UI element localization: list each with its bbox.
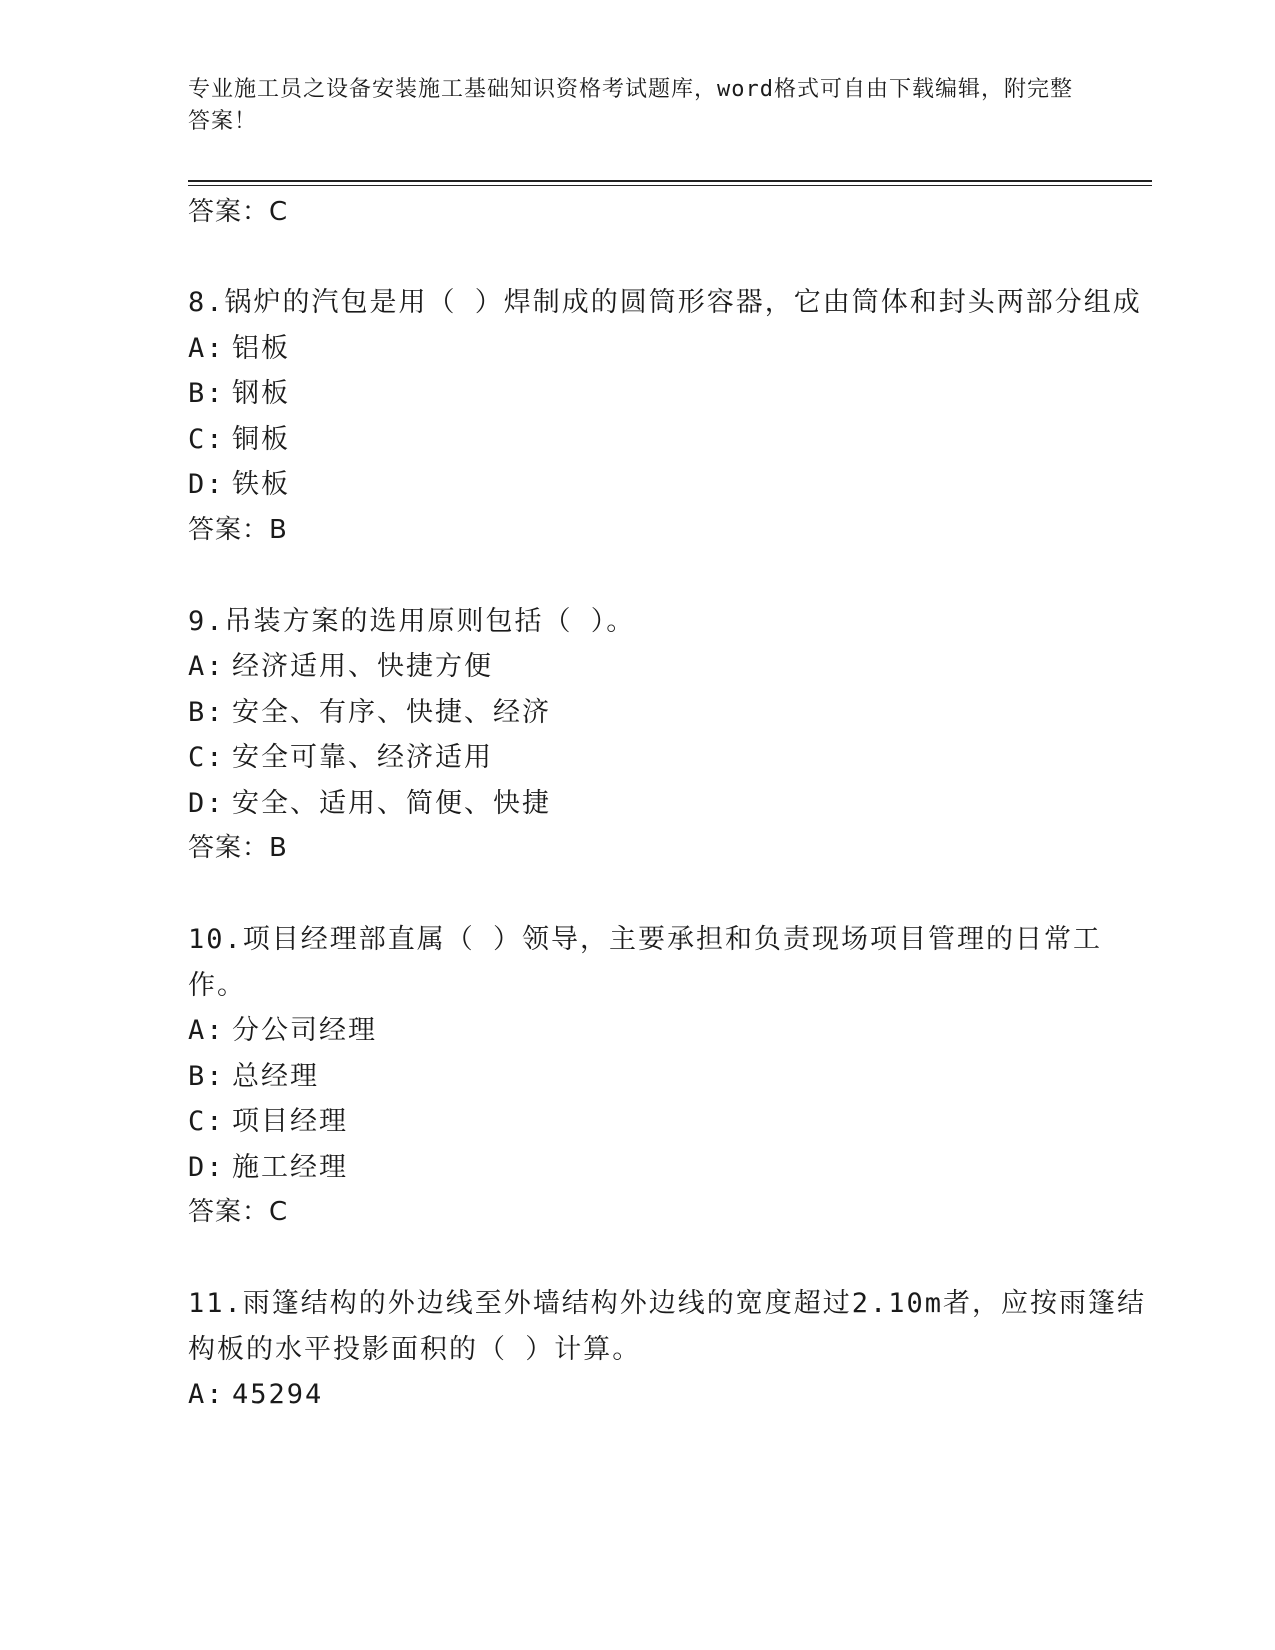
option-text: 施工经理: [232, 1151, 348, 1183]
option-d: [188, 781, 1152, 827]
option-text: 钢板: [232, 378, 290, 409]
option-b: [188, 1054, 1152, 1100]
option-label: A:: [188, 1015, 225, 1046]
option-label: C:: [188, 1106, 225, 1137]
option-c: [188, 1099, 1152, 1145]
previous-answer: 答案：C: [188, 197, 289, 227]
option-text: 分公司经理: [232, 1015, 377, 1046]
option-c: [188, 417, 1152, 463]
option-label: C:: [188, 742, 225, 773]
option-text: 总经理: [232, 1060, 319, 1092]
option-label: B:: [188, 696, 225, 728]
option-text: 铜板: [232, 423, 290, 455]
option-a: [188, 326, 1152, 372]
option-label: B:: [188, 378, 225, 409]
option-label: D:: [188, 1151, 225, 1183]
header-note: 专业施工员之设备安装施工基础知识资格考试题库，word格式可自由下载编辑，附完整答案！: [188, 77, 1073, 134]
option-b: [188, 690, 1152, 736]
option-c: [188, 735, 1152, 781]
question-item: [188, 1281, 1152, 1418]
option-text: 安全、有序、快捷、经济: [232, 696, 551, 728]
question-answer: 答案：C: [188, 1197, 289, 1227]
option-d: [188, 1145, 1152, 1191]
option-text: 安全、适用、简便、快捷: [232, 787, 551, 819]
option-label: D:: [188, 469, 225, 500]
question-stem: 8.锅炉的汽包是用（ ）焊制成的圆筒形容器，它由筒体和封头两部分组成: [188, 287, 1142, 318]
option-text: 安全可靠、经济适用: [232, 742, 493, 773]
question-stem: 9.吊装方案的选用原则包括（ ）。: [188, 605, 636, 637]
option-text: 铝板: [232, 332, 290, 364]
option-label: A:: [188, 651, 225, 682]
option-label: B:: [188, 1060, 225, 1092]
option-a: [188, 1008, 1152, 1054]
question-item: [188, 917, 1152, 1235]
option-label: D:: [188, 787, 225, 819]
option-label: C:: [188, 423, 225, 455]
option-label: A:: [188, 332, 225, 364]
question-item: [188, 280, 1152, 553]
header-divider-thick: [188, 180, 1152, 182]
question-list: [188, 190, 1152, 1418]
option-d: [188, 462, 1152, 508]
option-text: 项目经理: [232, 1106, 348, 1137]
option-text: 经济适用、快捷方便: [232, 651, 493, 682]
option-a: [188, 1372, 1152, 1418]
option-b: [188, 371, 1152, 417]
question-stem: 10.项目经理部直属（ ）领导，主要承担和负责现场项目管理的日常工作。: [188, 924, 1103, 1001]
question-stem: 11.雨篷结构的外边线至外墙结构外边线的宽度超过2.10m者，应按雨篷结构板的水平投影面积的（ ）计算。: [188, 1288, 1147, 1365]
option-text: 铁板: [232, 469, 290, 500]
option-label: A:: [188, 1379, 225, 1410]
question-item: [188, 599, 1152, 872]
question-answer: 答案：B: [188, 833, 288, 863]
option-a: [188, 644, 1152, 690]
header-divider-thin: [188, 185, 1152, 186]
question-answer: 答案：B: [188, 514, 288, 545]
option-text: 45294: [232, 1379, 324, 1410]
